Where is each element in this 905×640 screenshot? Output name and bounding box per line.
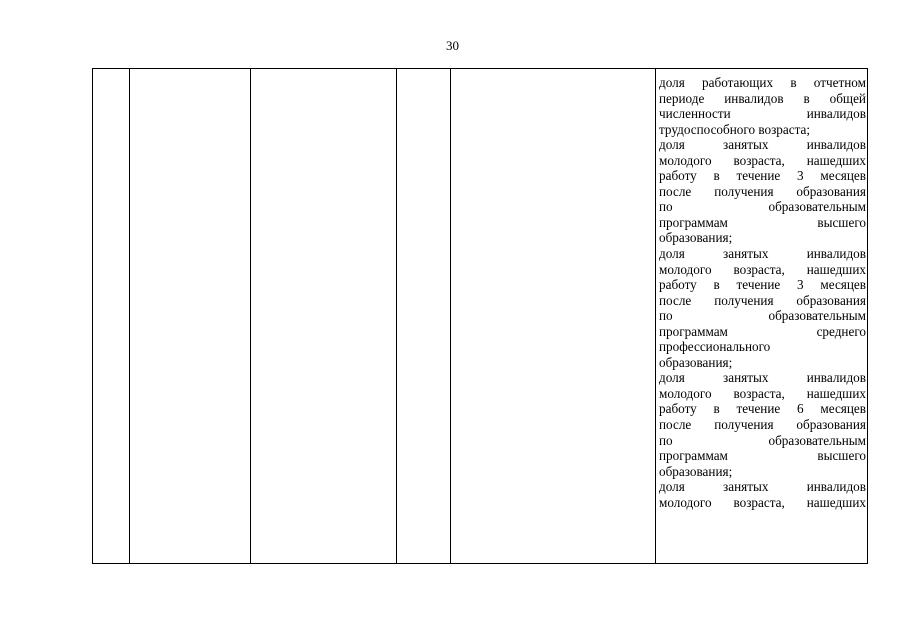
cell-text-line: численности инвалидов	[659, 106, 866, 122]
cell-text-line: образования;	[659, 354, 733, 370]
indicator-table	[92, 68, 868, 564]
page-number: 30	[446, 38, 459, 53]
cell-text-line: доля занятых инвалидов	[659, 370, 866, 386]
cell-text-line: работу в течение 3 месяцев	[659, 168, 866, 184]
column-divider	[396, 69, 397, 563]
column-divider	[129, 69, 130, 563]
cell-text-line: доля занятых инвалидов	[659, 479, 866, 495]
cell-text-line: после получения образования	[659, 292, 866, 308]
cell-text-line: трудоспособного возраста;	[659, 121, 811, 137]
cell-text-line: программам высшего	[659, 214, 866, 230]
cell-text-line: программам среднего	[659, 323, 866, 339]
cell-text-line: программам высшего	[659, 448, 866, 464]
indicators-cell	[659, 75, 866, 563]
cell-text-line: образования;	[659, 463, 733, 479]
cell-text-line: доля работающих в отчетном	[659, 75, 866, 90]
cell-text-line: молодого возраста, нашедших	[659, 385, 866, 401]
cell-text-line: по образовательным	[659, 308, 866, 324]
cell-text-line: профессионального	[659, 339, 771, 355]
cell-text-line: по образовательным	[659, 199, 866, 215]
cell-text-line: молодого возраста, нашедших	[659, 152, 866, 168]
cell-text-line: после получения образования	[659, 417, 866, 433]
cell-text-line: периоде инвалидов в общей	[659, 90, 866, 106]
cell-text-line: работу в течение 6 месяцев	[659, 401, 866, 417]
cell-text-line: работу в течение 3 месяцев	[659, 277, 866, 293]
cell-text-line: после получения образования	[659, 183, 866, 199]
cell-text-line: доля занятых инвалидов	[659, 137, 866, 153]
cell-text-line: молодого возраста, нашедших	[659, 261, 866, 277]
column-divider	[450, 69, 451, 563]
cell-text-line: образования;	[659, 230, 733, 246]
cell-text-line: молодого возраста, нашедших	[659, 494, 866, 510]
cell-text-line: по образовательным	[659, 432, 866, 448]
cell-text-line: доля занятых инвалидов	[659, 246, 866, 262]
column-divider	[655, 69, 656, 563]
column-divider	[250, 69, 251, 563]
